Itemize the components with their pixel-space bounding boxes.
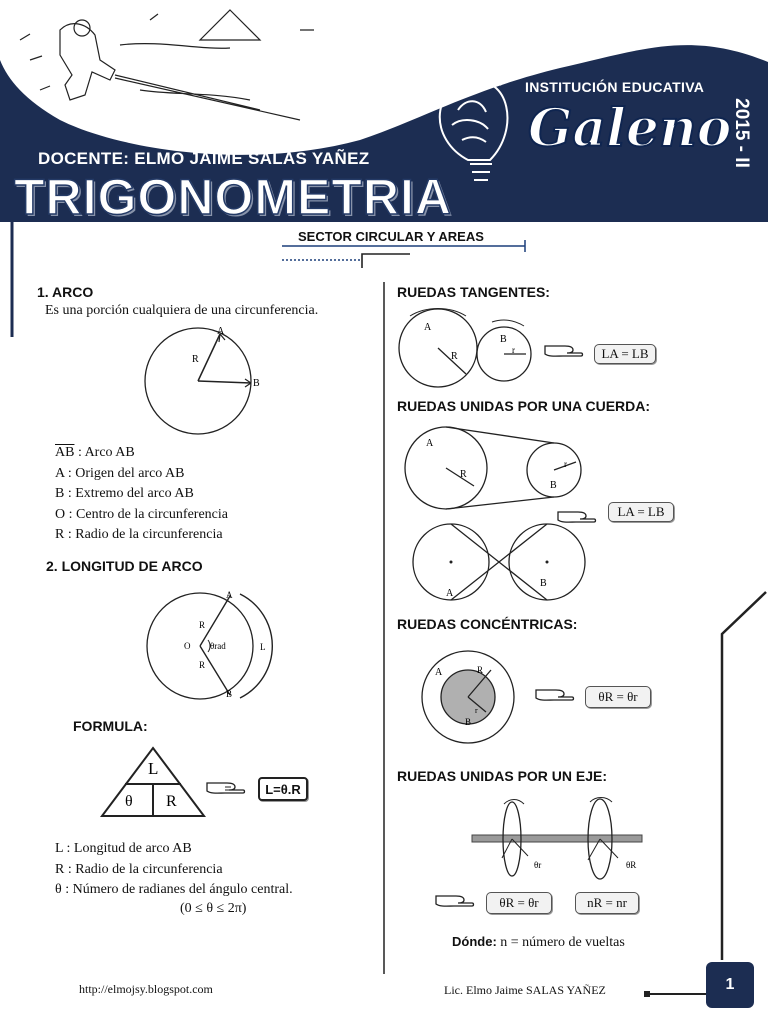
concentric-formula-box: θR = θr <box>585 686 651 708</box>
tan-big-r-label: R <box>451 351 458 362</box>
section-eje-heading: RUEDAS UNIDAS POR UN EJE: <box>397 768 608 784</box>
len-arc-label: L <box>260 642 266 652</box>
formula-def-l: L : Longitud de arco AB <box>55 841 192 856</box>
tan-b-label: B <box>500 334 507 345</box>
axle-wheels-diagram <box>468 796 648 882</box>
arco-def-o: O : Centro de la circunferencia <box>55 506 228 522</box>
donde-label: Dónde: <box>452 934 497 949</box>
tangent-wheels-diagram <box>396 306 536 390</box>
column-divider <box>382 282 386 974</box>
pointing-hand-icon <box>556 506 598 526</box>
conc-small-r-label: r <box>475 706 478 715</box>
arc-point-b-label: B <box>253 378 260 389</box>
footer-url[interactable]: http://elmojsy.blogspot.com <box>79 982 213 996</box>
pointing-hand-icon <box>534 684 576 704</box>
subject-title: TRIGONOMETRIA <box>14 169 452 225</box>
page-number: 1 <box>706 962 754 1008</box>
tan-small-r-label: r <box>512 345 515 355</box>
section-arco-heading: 1. ARCO <box>37 284 94 300</box>
len-center-label: O <box>184 641 191 651</box>
belt-small-r-label: r <box>564 459 567 469</box>
arco-def-ab: $\overline{AB}$ : Arco AB <box>55 445 135 460</box>
arco-description: Es una porción cualquiera de una circunferencia. <box>45 303 319 318</box>
formula-triangle <box>98 744 208 819</box>
conc-a-label: A <box>435 667 443 678</box>
formula-def-theta: θ : Número de radianes del ángulo central. <box>55 882 293 897</box>
arco-def-r: R : Radio de la circunferencia <box>55 527 223 542</box>
theta-range: (0 ≤ θ ≤ 2π) <box>180 901 247 916</box>
pointing-hand-icon <box>205 777 247 797</box>
arco-def-a: A : Origen del arco AB <box>55 465 185 481</box>
brand-logo-text: Galeno <box>528 98 732 159</box>
belt2-b-label: B <box>540 578 547 589</box>
triangle-top-label: L <box>148 759 159 778</box>
section-tangentes-heading: RUEDAS TANGENTES: <box>397 284 550 300</box>
footer-author: Lic. Elmo Jaime SALAS YAÑEZ <box>444 983 606 997</box>
title-underline-decoration <box>270 240 540 272</box>
pointing-hand-icon <box>434 890 476 910</box>
pointing-hand-icon <box>543 340 585 360</box>
section-cuerda-heading: RUEDAS UNIDAS POR UNA CUERDA: <box>397 398 651 414</box>
section-concentricas-heading: RUEDAS CONCÉNTRICAS: <box>397 616 578 632</box>
belt2-a-label: A <box>446 588 454 599</box>
page-title: SECTOR CIRCULAR Y AREAS <box>298 229 484 244</box>
arco-definitions <box>55 443 228 546</box>
len-radius-bottom-label: R <box>199 660 206 670</box>
arc-length-formula-box: L=θ.R <box>258 777 308 801</box>
len-point-a-label: A <box>226 590 233 600</box>
len-theta-label: θrad <box>210 641 226 651</box>
arco-def-b: B : Extremo del arco AB <box>55 486 194 501</box>
len-radius-top-label: R <box>199 620 206 630</box>
conc-big-r-label: R <box>477 665 484 675</box>
formula-definitions <box>55 839 293 901</box>
formula-def-r: R : Radio de la circunferencia <box>55 861 223 877</box>
arc-radius-label: R <box>192 354 199 365</box>
arc-diagram <box>140 322 275 442</box>
arc-point-a-label: A <box>217 326 225 337</box>
triangle-right-label: R <box>166 793 177 810</box>
len-point-b-label: B <box>226 689 233 699</box>
right-border-decoration <box>640 590 768 1010</box>
tangent-formula-box: LA = LB <box>594 344 656 364</box>
axle-turns-formula-box: nR = nr <box>575 892 639 914</box>
conc-b-label: B <box>465 717 472 727</box>
belt-big-r-label: R <box>460 469 467 480</box>
section-formula-heading: FORMULA: <box>73 718 148 734</box>
teacher-name: DOCENTE: ELMO JAIME SALAS YAÑEZ <box>38 149 370 168</box>
donde-text: n = número de vueltas <box>496 935 625 950</box>
triangle-left-label: θ <box>125 793 133 810</box>
left-margin-decoration <box>0 222 18 342</box>
axle-theta-r-label: θr <box>534 860 542 870</box>
belt-formula-box: LA = LB <box>608 502 674 522</box>
section-longitud-heading: 2. LONGITUD DE ARCO <box>46 558 203 574</box>
year-label: 2015 - II <box>730 98 752 168</box>
donde-note <box>452 934 625 951</box>
axle-theta-big-r-label: θR <box>626 860 637 870</box>
concentric-wheels-diagram <box>419 650 519 748</box>
belt-a-label: A <box>426 438 434 449</box>
arc-length-diagram <box>140 586 280 704</box>
belt-b-label: B <box>550 480 557 491</box>
axle-angle-formula-box: θR = θr <box>486 892 552 914</box>
tan-a-label: A <box>424 322 432 333</box>
institution-label: INSTITUCIÓN EDUCATIVA <box>525 79 705 95</box>
